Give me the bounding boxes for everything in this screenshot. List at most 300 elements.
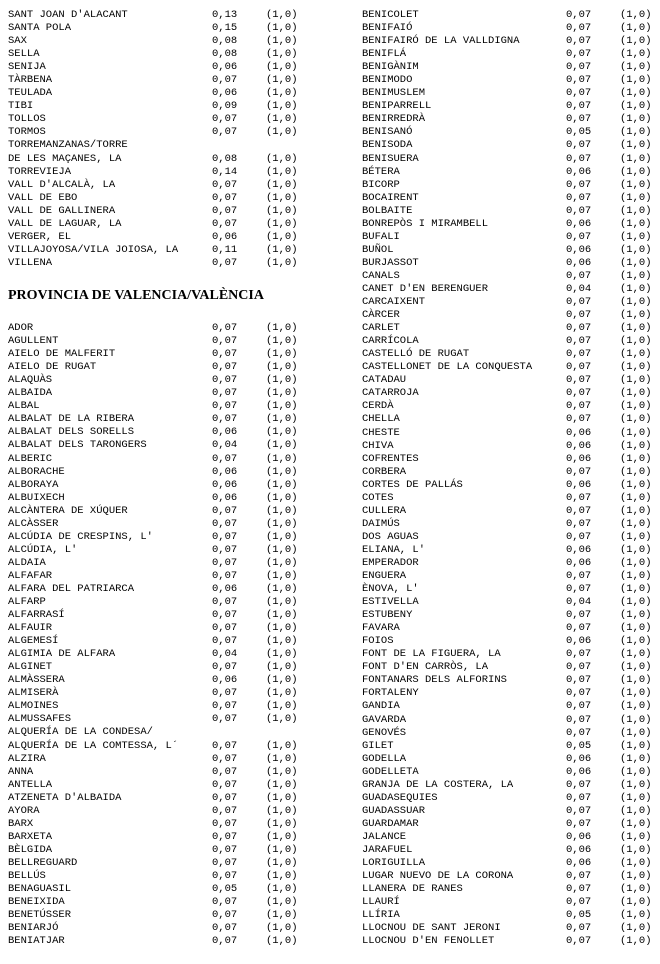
rate-code: (1,0) xyxy=(620,570,652,583)
rate-value: 0,07 xyxy=(212,661,238,674)
table-row xyxy=(362,479,654,492)
rate-value: 0,07 xyxy=(212,713,238,726)
rate-value: 0,07 xyxy=(566,674,592,687)
municipality-name: ALGINET xyxy=(8,661,53,674)
municipality-name: FAVARA xyxy=(362,622,400,635)
municipality-name: CANET D'EN BERENGUER xyxy=(362,282,489,295)
rate-code: (1,0) xyxy=(620,361,652,374)
municipality-name: BENIFAIÓ xyxy=(362,22,413,35)
rate-value: 0,07 xyxy=(566,583,592,596)
rate-value: 0,07 xyxy=(566,74,592,87)
rate-value: 0,07 xyxy=(566,661,592,674)
rate-value: 0,07 xyxy=(566,113,592,126)
rate-value: 0,07 xyxy=(212,256,238,269)
municipality-name: CHIVA xyxy=(362,439,394,452)
rate-value: 0,07 xyxy=(566,348,592,361)
municipality-name: SANTA POLA xyxy=(8,22,72,35)
municipality-name: BENIARJÓ xyxy=(8,922,59,935)
rate-code: (1,0) xyxy=(266,922,298,935)
rate-value: 0,04 xyxy=(212,439,238,452)
rate-code: (1,0) xyxy=(620,256,652,269)
rate-value: 0,06 xyxy=(566,426,592,439)
spacer xyxy=(8,270,303,283)
rate-value: 0,06 xyxy=(566,478,592,491)
municipality-name: FOIOS xyxy=(362,635,394,648)
rate-value: 0,07 xyxy=(566,152,592,165)
rate-code: (1,0) xyxy=(266,582,298,595)
municipality-name: BENEIXIDA xyxy=(8,896,65,909)
municipality-name: TEULADA xyxy=(8,87,53,100)
municipality-name: ALCÚDIA DE CRESPINS, L' xyxy=(8,530,153,543)
municipality-name: ALCÀNTERA DE XÚQUER xyxy=(8,504,128,517)
rate-code: (1,0) xyxy=(266,361,298,374)
rate-code: (1,0) xyxy=(620,217,652,230)
rate-code: (1,0) xyxy=(620,622,652,635)
table-row xyxy=(8,100,303,113)
municipality-name: LLOCNOU D'EN FENOLLET xyxy=(362,935,495,948)
table-row xyxy=(8,348,303,361)
rate-value: 0,07 xyxy=(566,700,592,713)
municipality-name: ÈNOVA, L' xyxy=(362,583,419,596)
municipality-name: VERGER, EL xyxy=(8,230,72,243)
rate-value: 0,07 xyxy=(212,804,238,817)
table-row xyxy=(8,922,303,935)
table-row xyxy=(362,648,654,661)
rate-value: 0,06 xyxy=(566,439,592,452)
rate-code: (1,0) xyxy=(620,804,652,817)
rate-code: (1,0) xyxy=(620,452,652,465)
rate-value: 0,07 xyxy=(212,922,238,935)
rate-value: 0,06 xyxy=(212,491,238,504)
municipality-name: COTES xyxy=(362,491,394,504)
table-row xyxy=(8,909,303,922)
municipality-name: BENIFAIRÓ DE LA VALLDIGNA xyxy=(362,35,520,48)
municipality-name: ALMUSSAFES xyxy=(8,713,72,726)
rate-value: 0,07 xyxy=(566,935,592,948)
alicante-list xyxy=(8,9,303,270)
table-row xyxy=(8,479,303,492)
municipality-name: BOLBAITE xyxy=(362,204,413,217)
rate-code: (1,0) xyxy=(266,204,298,217)
municipality-name: ENGUERA xyxy=(362,570,407,583)
rate-code: (1,0) xyxy=(620,413,652,426)
table-row xyxy=(8,413,303,426)
municipality-name: GENOVÉS xyxy=(362,726,407,739)
rate-value: 0,06 xyxy=(566,765,592,778)
table-row xyxy=(362,466,654,479)
rate-code: (1,0) xyxy=(266,609,298,622)
table-row xyxy=(8,896,303,909)
rate-value: 0,07 xyxy=(566,178,592,191)
rate-code: (1,0) xyxy=(266,648,298,661)
table-row xyxy=(362,779,654,792)
municipality-name: BENIFLÁ xyxy=(362,48,407,61)
table-row xyxy=(362,179,654,192)
table-row xyxy=(8,492,303,505)
rate-value: 0,07 xyxy=(212,817,238,830)
table-row xyxy=(8,870,303,883)
rate-value: 0,07 xyxy=(566,400,592,413)
rate-code: (1,0) xyxy=(266,674,298,687)
municipality-name: CULLERA xyxy=(362,504,407,517)
rate-code: (1,0) xyxy=(266,178,298,191)
municipality-name: VALL D'ALCALÀ, LA xyxy=(8,178,116,191)
rate-code: (1,0) xyxy=(620,739,652,752)
rate-code: (1,0) xyxy=(266,543,298,556)
table-row xyxy=(8,570,303,583)
table-row xyxy=(362,322,654,335)
rate-value: 0,07 xyxy=(212,452,238,465)
rate-value: 0,07 xyxy=(212,361,238,374)
rate-value: 0,07 xyxy=(212,896,238,909)
rate-code: (1,0) xyxy=(266,752,298,765)
rate-value: 0,07 xyxy=(212,517,238,530)
rate-value: 0,07 xyxy=(212,504,238,517)
municipality-name: ALQUERÍA DE LA COMTESSA, L´ xyxy=(8,739,179,752)
municipality-name: CARLET xyxy=(362,322,400,335)
rate-code: (1,0) xyxy=(266,61,298,74)
rate-value: 0,08 xyxy=(212,152,238,165)
rate-value: 0,13 xyxy=(212,9,238,21)
municipality-name: ALCÀSSER xyxy=(8,517,59,530)
municipality-name: BARX xyxy=(8,817,34,830)
rate-code: (1,0) xyxy=(620,22,652,35)
rate-value: 0,07 xyxy=(212,935,238,948)
rate-code: (1,0) xyxy=(620,387,652,400)
rate-value: 0,07 xyxy=(566,517,592,530)
rate-code: (1,0) xyxy=(266,374,298,387)
rate-code: (1,0) xyxy=(620,543,652,556)
table-row xyxy=(362,61,654,74)
rate-value: 0,07 xyxy=(566,883,592,896)
rate-code: (1,0) xyxy=(266,713,298,726)
rate-code: (1,0) xyxy=(620,857,652,870)
rate-value: 0,07 xyxy=(212,778,238,791)
rate-code: (1,0) xyxy=(620,282,652,295)
table-row xyxy=(362,270,654,283)
table-row xyxy=(8,609,303,622)
rate-value: 0,06 xyxy=(566,844,592,856)
rate-code: (1,0) xyxy=(620,74,652,87)
municipality-name: ALFARA DEL PATRIARCA xyxy=(8,582,135,595)
rate-code: (1,0) xyxy=(620,635,652,648)
rate-code: (1,0) xyxy=(620,491,652,504)
table-row xyxy=(8,22,303,35)
table-row xyxy=(8,661,303,674)
municipality-name: ELIANA, L' xyxy=(362,543,426,556)
rate-code: (1,0) xyxy=(620,191,652,204)
municipality-name: ANNA xyxy=(8,765,34,778)
rate-value: 0,06 xyxy=(212,87,238,100)
municipality-name: ALBORACHE xyxy=(8,465,65,478)
rate-code: (1,0) xyxy=(266,100,298,113)
rate-code: (1,0) xyxy=(266,387,298,400)
rate-value: 0,07 xyxy=(212,400,238,413)
rate-value: 0,07 xyxy=(566,609,592,622)
rate-code: (1,0) xyxy=(620,165,652,178)
municipality-name: ALBERIC xyxy=(8,452,53,465)
rate-code: (1,0) xyxy=(266,700,298,713)
rate-value: 0,07 xyxy=(212,856,238,869)
rate-value: 0,06 xyxy=(212,674,238,687)
rate-code: (1,0) xyxy=(620,87,652,100)
table-row xyxy=(8,726,303,739)
rate-code: (1,0) xyxy=(266,569,298,582)
rate-value: 0,07 xyxy=(212,765,238,778)
municipality-name: BELLÚS xyxy=(8,870,46,882)
municipality-name: AIELO DE RUGAT xyxy=(8,361,97,374)
rate-value: 0,07 xyxy=(566,309,592,322)
rate-code: (1,0) xyxy=(266,87,298,100)
rate-value: 0,07 xyxy=(212,609,238,622)
table-row xyxy=(362,674,654,687)
rate-value: 0,04 xyxy=(566,596,592,609)
rate-code: (1,0) xyxy=(266,452,298,465)
rate-code: (1,0) xyxy=(266,217,298,230)
rate-code: (1,0) xyxy=(620,896,652,909)
rate-value: 0,07 xyxy=(566,374,592,387)
municipality-name: BENIPARRELL xyxy=(362,100,432,113)
municipality-name: BÉTERA xyxy=(362,165,400,178)
rate-value: 0,07 xyxy=(566,387,592,400)
municipality-name: BENIGÀNIM xyxy=(362,61,419,74)
table-row xyxy=(8,505,303,518)
municipality-name: CASTELLÓ DE RUGAT xyxy=(362,348,470,361)
rate-code: (1,0) xyxy=(620,309,652,322)
rate-value: 0,08 xyxy=(212,48,238,61)
rate-value: 0,07 xyxy=(566,191,592,204)
rate-value: 0,06 xyxy=(566,217,592,230)
table-row xyxy=(362,805,654,818)
table-row xyxy=(8,844,303,857)
table-row xyxy=(8,518,303,531)
rate-code: (1,0) xyxy=(266,126,298,139)
table-row xyxy=(362,661,654,674)
municipality-name: TORREMANZANAS/TORRE xyxy=(8,139,128,152)
rate-code: (1,0) xyxy=(266,856,298,869)
municipality-name: ALFAFAR xyxy=(8,569,53,582)
rate-code: (1,0) xyxy=(620,243,652,256)
table-row xyxy=(362,166,654,179)
rate-code: (1,0) xyxy=(620,909,652,922)
rate-value: 0,06 xyxy=(212,230,238,243)
municipality-name: GUADASSUAR xyxy=(362,804,426,817)
rate-value: 0,07 xyxy=(566,622,592,635)
municipality-name: AYORA xyxy=(8,804,40,817)
rate-code: (1,0) xyxy=(266,478,298,491)
municipality-name: GODELLETA xyxy=(362,765,419,778)
rate-value: 0,11 xyxy=(212,243,238,256)
rate-value: 0,08 xyxy=(212,35,238,48)
table-row xyxy=(362,139,654,152)
table-row xyxy=(8,35,303,48)
table-row xyxy=(8,139,303,152)
rate-value: 0,06 xyxy=(566,635,592,648)
table-row xyxy=(8,805,303,818)
rate-value: 0,07 xyxy=(212,543,238,556)
municipality-name: VILLAJOYOSA/VILA JOIOSA, LA xyxy=(8,243,179,256)
municipality-name: ANTELLA xyxy=(8,778,53,791)
table-row xyxy=(8,426,303,439)
table-row xyxy=(362,9,654,22)
municipality-name: TORREVIEJA xyxy=(8,165,72,178)
table-row xyxy=(362,687,654,700)
rate-code: (1,0) xyxy=(266,74,298,87)
municipality-name: LORIGUILLA xyxy=(362,857,426,870)
rate-value: 0,07 xyxy=(212,596,238,609)
rate-code: (1,0) xyxy=(620,348,652,361)
municipality-name: DAIMÚS xyxy=(362,517,400,530)
rate-code: (1,0) xyxy=(620,35,652,48)
table-row xyxy=(362,387,654,400)
table-row xyxy=(362,309,654,322)
rate-code: (1,0) xyxy=(266,622,298,635)
rate-value: 0,04 xyxy=(212,648,238,661)
table-row xyxy=(8,648,303,661)
rate-code: (1,0) xyxy=(620,596,652,609)
table-row xyxy=(362,113,654,126)
table-row xyxy=(362,635,654,648)
table-row xyxy=(8,439,303,452)
municipality-name: SELLA xyxy=(8,48,40,61)
table-row xyxy=(362,831,654,844)
table-row xyxy=(8,153,303,166)
table-row xyxy=(362,896,654,909)
rate-code: (1,0) xyxy=(266,335,298,348)
municipality-name: VILLENA xyxy=(8,256,53,269)
rate-value: 0,06 xyxy=(566,830,592,843)
municipality-name: ALBALAT DE LA RIBERA xyxy=(8,413,135,426)
rate-code: (1,0) xyxy=(266,465,298,478)
rate-code: (1,0) xyxy=(266,491,298,504)
municipality-name: BENAGUASIL xyxy=(8,883,72,896)
rate-value: 0,07 xyxy=(212,191,238,204)
rate-value: 0,06 xyxy=(566,556,592,569)
rate-value: 0,07 xyxy=(212,830,238,843)
rate-value: 0,07 xyxy=(566,87,592,100)
municipality-name: BENIMODO xyxy=(362,74,413,87)
rate-code: (1,0) xyxy=(266,883,298,896)
table-row xyxy=(362,714,654,727)
table-row xyxy=(8,740,303,753)
rate-value: 0,07 xyxy=(566,139,592,152)
municipality-name: TÀRBENA xyxy=(8,74,53,87)
rate-code: (1,0) xyxy=(266,9,298,21)
rate-value: 0,06 xyxy=(212,478,238,491)
table-row xyxy=(8,766,303,779)
table-row xyxy=(362,596,654,609)
rate-value: 0,07 xyxy=(566,570,592,583)
municipality-name: BENIATJAR xyxy=(8,935,65,948)
valencia-list xyxy=(8,322,303,948)
table-row xyxy=(8,231,303,244)
rate-code: (1,0) xyxy=(620,400,652,413)
table-row xyxy=(8,322,303,335)
municipality-name: JALANCE xyxy=(362,830,407,843)
municipality-name: ALCÚDIA, L' xyxy=(8,543,78,556)
rate-code: (1,0) xyxy=(266,909,298,922)
table-row xyxy=(8,857,303,870)
municipality-name: BUÑOL xyxy=(362,243,394,256)
rate-code: (1,0) xyxy=(620,426,652,439)
rate-value: 0,07 xyxy=(566,48,592,61)
municipality-name: ALFARP xyxy=(8,596,46,609)
rate-value: 0,07 xyxy=(566,100,592,113)
table-row xyxy=(8,935,303,948)
rate-code: (1,0) xyxy=(266,817,298,830)
table-row xyxy=(362,361,654,374)
rate-value: 0,05 xyxy=(212,883,238,896)
municipality-name: GRANJA DE LA COSTERA, LA xyxy=(362,778,514,791)
rate-code: (1,0) xyxy=(266,152,298,165)
rate-code: (1,0) xyxy=(620,48,652,61)
rate-code: (1,0) xyxy=(620,439,652,452)
municipality-name: BURJASSOT xyxy=(362,256,419,269)
table-row xyxy=(8,244,303,257)
rate-value: 0,07 xyxy=(566,687,592,700)
rate-value: 0,07 xyxy=(566,648,592,661)
table-row xyxy=(8,387,303,400)
rate-value: 0,07 xyxy=(212,530,238,543)
rate-value: 0,07 xyxy=(566,335,592,348)
rate-value: 0,07 xyxy=(566,778,592,791)
municipality-name: BUFALI xyxy=(362,230,400,243)
table-row xyxy=(8,453,303,466)
rate-value: 0,07 xyxy=(566,817,592,830)
table-row xyxy=(362,205,654,218)
rate-code: (1,0) xyxy=(620,713,652,726)
rate-code: (1,0) xyxy=(266,230,298,243)
municipality-name: BELLREGUARD xyxy=(8,856,78,869)
table-row xyxy=(362,100,654,113)
rate-code: (1,0) xyxy=(266,439,298,452)
municipality-name: ADOR xyxy=(8,322,34,335)
rate-code: (1,0) xyxy=(266,935,298,948)
rate-code: (1,0) xyxy=(620,335,652,348)
rate-value: 0,09 xyxy=(212,100,238,113)
rate-code: (1,0) xyxy=(620,322,652,335)
valencia-list-continued xyxy=(362,9,654,948)
rate-value: 0,07 xyxy=(212,126,238,139)
rate-code: (1,0) xyxy=(266,22,298,35)
rate-value: 0,07 xyxy=(212,74,238,87)
rate-code: (1,0) xyxy=(620,791,652,804)
rate-code: (1,0) xyxy=(266,165,298,178)
rate-code: (1,0) xyxy=(266,739,298,752)
municipality-name: FONT D'EN CARRÒS, LA xyxy=(362,661,489,674)
municipality-name: ALFARRASÍ xyxy=(8,609,65,622)
rate-code: (1,0) xyxy=(266,243,298,256)
rate-value: 0,05 xyxy=(566,909,592,922)
table-row xyxy=(362,374,654,387)
rate-value: 0,07 xyxy=(566,922,592,935)
table-row xyxy=(8,635,303,648)
rate-code: (1,0) xyxy=(620,922,652,935)
rate-value: 0,07 xyxy=(212,204,238,217)
rate-code: (1,0) xyxy=(620,556,652,569)
rate-code: (1,0) xyxy=(620,661,652,674)
rate-code: (1,0) xyxy=(266,504,298,517)
table-row xyxy=(362,348,654,361)
municipality-name: VALL DE GALLINERA xyxy=(8,204,116,217)
rate-code: (1,0) xyxy=(266,635,298,648)
table-row xyxy=(8,218,303,231)
table-row xyxy=(8,687,303,700)
table-row xyxy=(362,35,654,48)
table-row xyxy=(362,740,654,753)
rate-code: (1,0) xyxy=(620,674,652,687)
rate-value: 0,07 xyxy=(212,700,238,713)
